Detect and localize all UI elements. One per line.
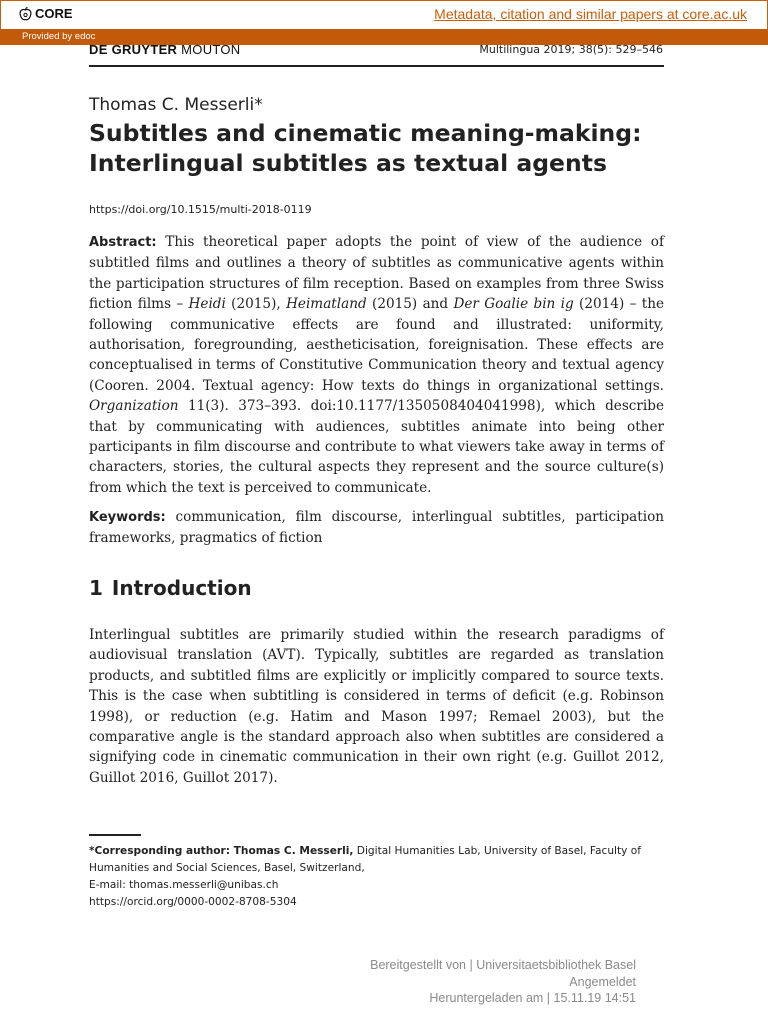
provided-by-text: Provided by edoc <box>22 31 96 42</box>
download-stamp <box>370 957 636 1007</box>
footnote-affiliation-text: Digital Humanities Lab, University of Basel, Faculty of Humanities and Social Sciences, Basel, Switzerland, <box>89 845 641 874</box>
publisher-name-bold: DE GRUYTER <box>89 42 178 57</box>
section-title: Introduction <box>111 576 252 600</box>
keywords-label: Keywords: <box>89 510 166 525</box>
article-title <box>89 118 689 178</box>
core-apple-icon <box>19 7 32 21</box>
abstract-text-3: (2015) and <box>366 296 454 313</box>
title-line-2: Interlingual subtitles as textual agents <box>89 149 607 177</box>
core-metadata-link[interactable]: Metadata, citation and similar papers at core.ac.uk <box>434 6 747 22</box>
film-title-heimatland: Heimatland <box>286 296 367 313</box>
download-line-2: Angemeldet <box>569 974 636 989</box>
abstract-text-4: (2014) – the following communicative effects are found and illustrated: uniformity, authorisation, foregrounding, aestheticisation, foreignisation. These effects are conceptualised in terms of Constitutive Communication theory and textual agency (Cooren. 2004. Textual agency: How texts do things in organizational settings. <box>89 296 664 394</box>
footnote-orcid[interactable]: https://orcid.org/0000-0002-8708-5304 <box>89 896 297 908</box>
section-number: 1 <box>89 576 103 600</box>
core-banner <box>0 0 768 30</box>
abstract <box>89 232 664 498</box>
section-heading <box>89 576 252 600</box>
title-line-1: Subtitles and cinematic meaning-making: <box>89 119 642 147</box>
keywords-text: communication, film discourse, interlingual subtitles, participation frameworks, pragmatics of fiction <box>89 509 665 547</box>
download-line-3: Heruntergeladen am | 15.11.19 14:51 <box>429 991 636 1005</box>
footnote-rule <box>89 834 141 836</box>
publisher-logo <box>89 42 241 57</box>
footnote-email[interactable]: E-mail: thomas.messerli@unibas.ch <box>89 879 279 891</box>
journal-reference: Multilingua 2019; 38(5): 529–546 <box>479 43 663 56</box>
introduction-paragraph: Interlingual subtitles are primarily studied within the research paradigms of audiovisual translation (AVT). Typically, subtitles are regarded as translation products, and subtitled films are explicitly or implicitly compared to source texts. This is the case when subtitling is considered in terms of deficit (e.g. Robinson 1998), or reduction (e.g. Hatim and Mason 1997; Remael 2003), but the comparative angle is the standard approach also when subtitles are considered a signifying code in cinematic communication in their own right (e.g. Guillot 2012, Guillot 2016, Guillot 2017). <box>89 627 664 786</box>
abstract-text-2: (2015), <box>225 296 287 313</box>
core-logo[interactable] <box>19 6 73 21</box>
footnote-label: *Corresponding author: Thomas C. Messerli, <box>89 845 354 857</box>
abstract-text-5: 11(3). 373–393. doi:10.1177/1350508404041998), which describe that by communicating with audiences, subtitles animate into being other participants in film discourse and contribute to what viewers take away in terms of characters, stories, the cultural aspects they represent and the source culture(s) from which the text is perceived to communicate. <box>89 398 664 496</box>
doi-link[interactable]: https://doi.org/10.1515/multi-2018-0119 <box>89 203 312 216</box>
footnote <box>89 843 669 911</box>
abstract-label: Abstract: <box>89 235 157 250</box>
author-name: Thomas C. Messerli* <box>89 95 263 115</box>
keywords <box>89 507 664 549</box>
footnote-affiliation <box>89 843 669 877</box>
film-title-goalie: Der Goalie bin ig <box>453 296 574 313</box>
core-logo-text: CORE <box>35 6 73 21</box>
film-title-heidi: Heidi <box>188 296 226 313</box>
download-line-1: Bereitgestellt von | Universitaetsbibliothek Basel <box>370 958 636 972</box>
journal-title-organization: Organization <box>89 398 179 415</box>
abstract-text-1: This theoretical paper adopts the point of view of the audience of subtitled films and outlines a theory of subtitles as communicative agents within the participation structures of film reception. Based on examples from three Swiss fiction films – <box>89 234 664 313</box>
publisher-name-light: MOUTON <box>181 42 241 57</box>
header-rule <box>89 65 664 67</box>
